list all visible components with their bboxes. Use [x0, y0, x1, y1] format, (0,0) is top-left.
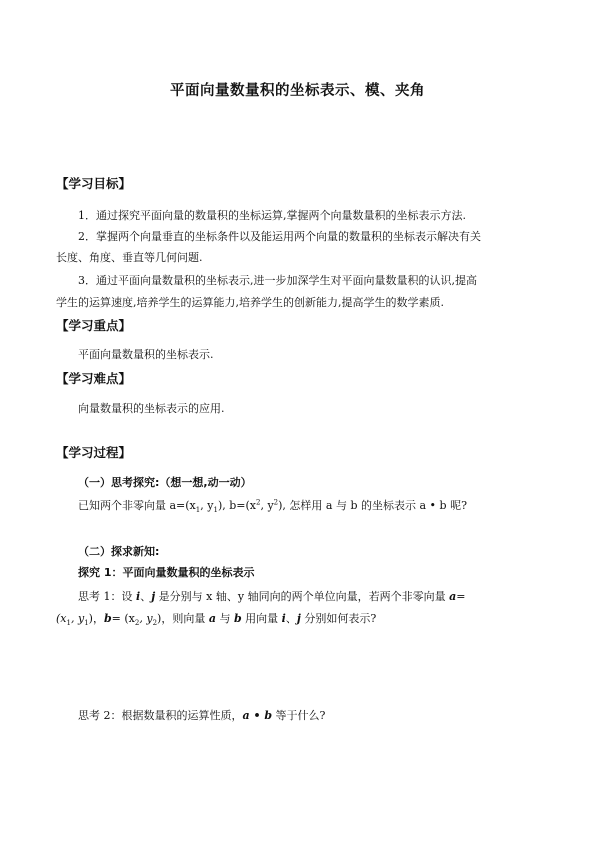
objective-item-2-line-1: 2．掌握两个向量垂直的坐标条件以及能运用两个向量的数量积的坐标表示解决有关	[78, 230, 481, 243]
process-heading: 【学习过程】	[56, 445, 132, 460]
difficulties-text: 向量数量积的坐标表示的应用.	[78, 402, 225, 415]
think2-question: 思考 2：根据数量积的运算性质，a • b 等于什么?	[78, 709, 326, 722]
think1-line-2: ($x_1$, $y_1$)，$b= (x_2$, $y_2$)，则向量 a 与 b 用向量 i、j 分别如何表示?	[56, 612, 377, 628]
objective-item-3-line-2: 学生的运算速度,培养学生的运算能力,培养学生的创新能力,提高学生的数学素质.	[56, 296, 444, 309]
part2-heading: （二）探求新知:	[78, 545, 160, 558]
objective-item-2-line-2: 长度、角度、垂直等几何问题.	[56, 251, 203, 264]
objectives-heading: 【学习目标】	[56, 176, 132, 191]
key-points-text: 平面向量数量积的坐标表示.	[78, 348, 214, 361]
difficulties-heading: 【学习难点】	[56, 371, 132, 386]
key-points-heading: 【学习重点】	[56, 318, 132, 333]
part1-heading: （一）思考探究:（想一想,动一动）	[78, 476, 252, 489]
think1-line-1: 思考 1：设 i、j 是分别与 x 轴、y 轴同向的两个单位向量，若两个非零向量 a=	[78, 590, 466, 603]
part1-question: 已知两个非零向量 $a=(x_1$, $y_1$), $b=(x^2$, $y^2$), 怎样用 a 与 b 的坐标表示 a • b 呢?	[78, 498, 467, 515]
page-title: 平面向量数量积的坐标表示、模、夹角	[170, 83, 425, 99]
objective-item-1: 1．通过探究平面向量的数量积的坐标运算,掌握两个向量数量积的坐标表示方法.	[78, 209, 466, 222]
explore1-heading: 探究 1：平面向量数量积的坐标表示	[78, 566, 255, 579]
objective-item-3-line-1: 3．通过平面向量数量积的坐标表示,进一步加深学生对平面向量数量积的认识,提高	[78, 274, 477, 287]
